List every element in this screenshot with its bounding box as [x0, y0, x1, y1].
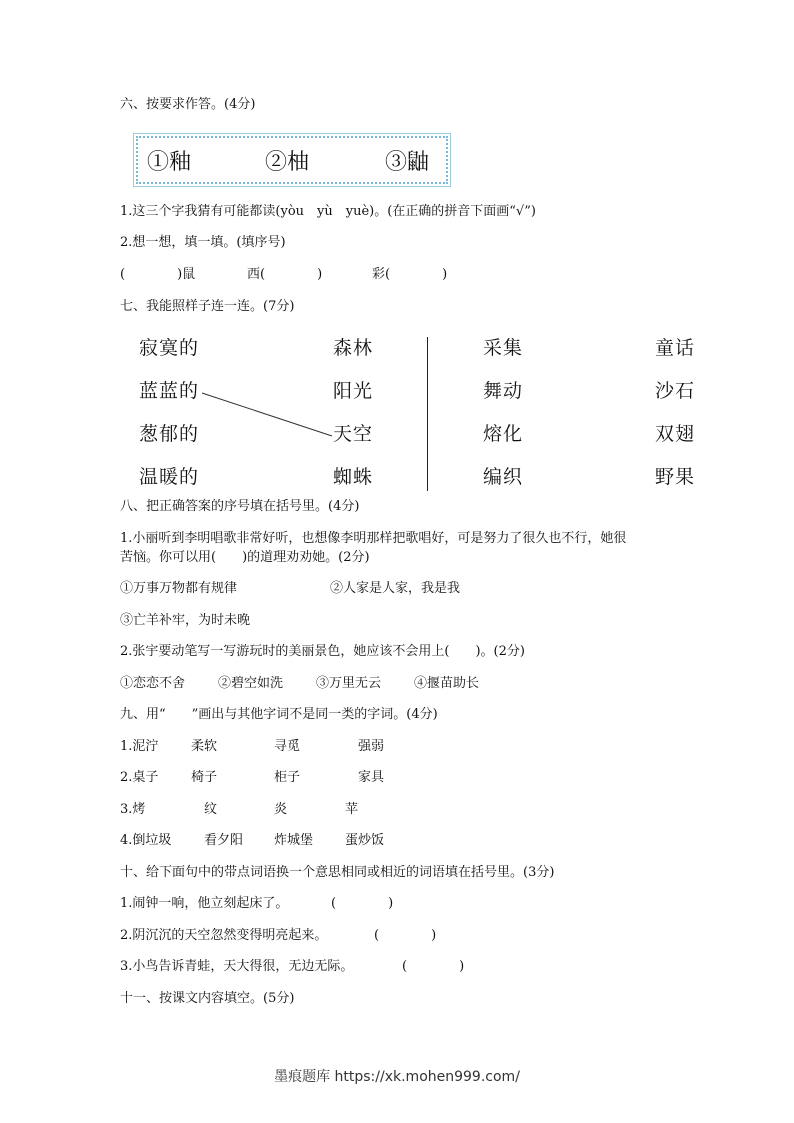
- s8-q2-option-3: ③万里无云: [316, 676, 382, 691]
- section-11-title: 十一、按课文内容填空。(5分): [120, 991, 295, 1006]
- match-mid-1: 森林: [333, 337, 374, 359]
- fill-blank-1: ( )鼠: [120, 267, 196, 282]
- s9-row4-word1: 4.倒垃圾: [120, 833, 172, 848]
- fill-blank-3: 彩( ): [372, 267, 448, 282]
- s9-row2-word1: 2.桌子: [120, 770, 159, 785]
- char-2: ②柚: [265, 150, 310, 175]
- match-mid-2: 阳光: [333, 380, 374, 402]
- match-left-2: 蓝蓝的: [139, 380, 200, 402]
- match-left-1: 寂寞的: [139, 337, 200, 359]
- match-mid-3: 天空: [333, 423, 374, 445]
- char-3: ③鼬: [385, 150, 430, 175]
- s9-row2-word3: 柜子: [274, 770, 301, 785]
- match-far-2: 沙石: [655, 380, 696, 402]
- s9-row4-word3: 炸城堡: [274, 833, 314, 848]
- s8-q2-option-1: ①恋恋不舍: [120, 676, 186, 691]
- s9-row2-word4: 家具: [358, 770, 385, 785]
- s10-question-1: 1.闹钟一响，他立刻起床了。: [120, 896, 289, 911]
- match-left-4: 温暖的: [139, 466, 200, 488]
- s8-q1-line1: 1.小丽听到李明唱歌非常好听，也想像李明那样把歌唱好，可是努力了很久也不行，她很: [120, 531, 627, 546]
- match-mid-4: 蜘蛛: [333, 466, 374, 488]
- match-right-1: 采集: [483, 337, 524, 359]
- section-7-title: 七、我能照样子连一连。(7分): [120, 299, 295, 314]
- s10-blank-1: ( ): [331, 896, 394, 911]
- s8-question-2: 2.张宇要动笔写一写游玩时的美丽景色，她应该不会用上( )。(2分): [120, 644, 525, 659]
- s8-q1-line2: 苦恼。你可以用( )的道理劝劝她。(2分): [120, 550, 370, 565]
- footer-watermark: 墨痕题库 https://xk.mohen999.com/: [274, 1069, 520, 1085]
- section-10-title: 十、给下面句中的带点词语换一个意思相同或相近的词语填在括号里。(3分): [120, 865, 555, 880]
- s6-question-2: 2.想一想，填一填。(填序号): [120, 235, 286, 250]
- s9-row3-word3: 炎: [274, 802, 288, 817]
- s8-q2-option-4: ④揠苗助长: [414, 676, 480, 691]
- match-far-3: 双翅: [655, 423, 696, 445]
- match-left-3: 葱郁的: [139, 423, 200, 445]
- match-right-3: 熔化: [483, 423, 524, 445]
- fill-blank-2: 西( ): [247, 267, 323, 282]
- s9-row3-word4: 苹: [345, 802, 359, 817]
- s9-row1-word4: 强弱: [358, 739, 385, 754]
- s8-q2-option-2: ②碧空如洗: [218, 676, 284, 691]
- section-8-title: 八、把正确答案的序号填在括号里。(4分): [120, 499, 360, 514]
- s9-row4-word4: 蛋炒饭: [345, 833, 385, 848]
- s9-row4-word2: 看夕阳: [204, 833, 244, 848]
- column-divider: [427, 337, 428, 491]
- s10-blank-3: ( ): [402, 959, 465, 974]
- s9-row2-word2: 椅子: [191, 770, 218, 785]
- s8-q1-option-1: ①万事万物都有规律: [120, 581, 238, 596]
- match-right-4: 编织: [483, 466, 524, 488]
- section-6-title: 六、按要求作答。(4分): [120, 97, 256, 112]
- s6-question-1: 1.这三个字我猜有可能都读(yòu yù yuè)。(在正确的拼音下面画“√”): [120, 204, 536, 219]
- s9-row1-word2: 柔软: [191, 739, 218, 754]
- s9-row3-word2: 纹: [204, 802, 218, 817]
- match-right-2: 舞动: [483, 380, 524, 402]
- char-1: ①釉: [147, 150, 192, 175]
- match-far-1: 童话: [655, 337, 696, 359]
- s9-row1-word1: 1.泥泞: [120, 739, 159, 754]
- s10-question-2: 2.阴沉沉的天空忽然变得明亮起来。: [120, 928, 328, 943]
- s10-question-3: 3.小鸟告诉青蛙，天大得很，无边无际。: [120, 959, 354, 974]
- section-9-title: 九、用“ ”画出与其他字词不是同一类的字词。(4分): [120, 707, 438, 722]
- s9-row1-word3: 寻觅: [274, 739, 301, 754]
- s9-row3-word1: 3.烤: [120, 802, 146, 817]
- s8-q1-option-2: ②人家是人家，我是我: [330, 581, 461, 596]
- s10-blank-2: ( ): [374, 928, 437, 943]
- match-far-4: 野果: [655, 466, 696, 488]
- s8-q1-option-3: ③亡羊补牢，为时未晚: [120, 613, 251, 628]
